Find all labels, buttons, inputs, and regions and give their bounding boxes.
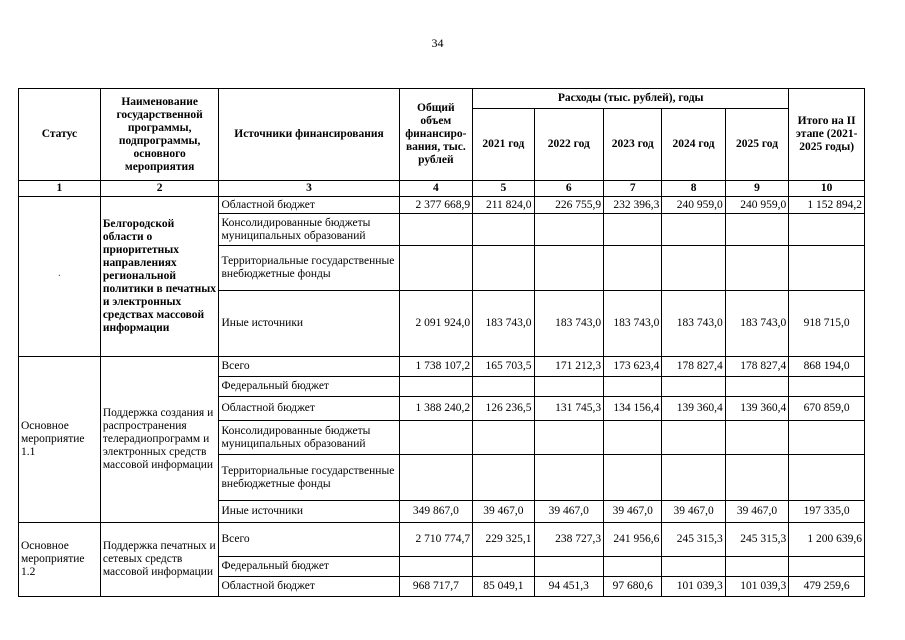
year-cell: 39 467,0 (604, 501, 662, 523)
col-number: 6 (534, 181, 604, 197)
year-cell: 240 959,0 (725, 197, 788, 214)
status-mark: · (19, 197, 101, 357)
year-cell: 178 827,4 (725, 357, 788, 377)
col-number: 9 (725, 181, 788, 197)
source-cell: Консолидированные бюджеты муниципальных образований (219, 214, 399, 246)
year-cell: 183 743,0 (534, 291, 604, 357)
year-cell (725, 377, 788, 397)
year-cell: 183 743,0 (604, 291, 662, 357)
year-cell: 238 727,3 (534, 523, 604, 557)
year-cell: 165 703,5 (473, 357, 534, 377)
col-number: 10 (789, 181, 865, 197)
source-cell: Всего (219, 357, 399, 377)
year-cell (534, 421, 604, 455)
total-cell (399, 421, 473, 455)
year-cell: 178 827,4 (662, 357, 725, 377)
year-cell (473, 455, 534, 501)
col-number: 4 (399, 181, 473, 197)
year-cell (604, 246, 662, 291)
stage-cell: 479 259,6 (789, 577, 865, 597)
stage-cell (789, 377, 865, 397)
header-year-2024: 2024 год (662, 109, 725, 181)
measure-name: Поддержка печатных и сетевых средств массовой информации (100, 523, 219, 597)
year-cell: 232 396,3 (604, 197, 662, 214)
total-cell: 968 717,7 (399, 577, 473, 597)
year-cell: 139 360,4 (725, 397, 788, 421)
stage-cell: 1 152 894,2 (789, 197, 865, 214)
source-cell: Федеральный бюджет (219, 377, 399, 397)
program-name: Белгородской области о приоритетных направлениях региональной политики в печатных и электронных средствах массовой информации (100, 197, 219, 357)
year-cell (473, 214, 534, 246)
source-cell: Всего (219, 523, 399, 557)
year-cell (662, 421, 725, 455)
measure-status: Основное мероприятие 1.2 (19, 523, 101, 597)
year-cell: 85 049,1 (473, 577, 534, 597)
year-cell (604, 421, 662, 455)
source-cell: Областной бюджет (219, 577, 399, 597)
source-cell: Консолидированные бюджеты муниципальных образований (219, 421, 399, 455)
stage-cell (789, 455, 865, 501)
year-cell: 183 743,0 (662, 291, 725, 357)
year-cell (662, 557, 725, 577)
year-cell: 245 315,3 (662, 523, 725, 557)
table-row (19, 357, 865, 377)
year-cell (473, 557, 534, 577)
year-cell (662, 377, 725, 397)
header-sources: Источники финансирования (219, 89, 399, 181)
year-cell: 139 360,4 (662, 397, 725, 421)
stage-cell: 918 715,0 (789, 291, 865, 357)
total-cell: 1 738 107,2 (399, 357, 473, 377)
total-cell: 2 377 668,9 (399, 197, 473, 214)
year-cell: 173 623,4 (604, 357, 662, 377)
year-cell (725, 557, 788, 577)
year-cell (534, 246, 604, 291)
year-cell (604, 455, 662, 501)
total-cell: 349 867,0 (399, 501, 473, 523)
col-number: 7 (604, 181, 662, 197)
table-row (19, 197, 865, 214)
year-cell: 97 680,6 (604, 577, 662, 597)
year-cell: 134 156,4 (604, 397, 662, 421)
year-cell (534, 557, 604, 577)
stage-cell (789, 214, 865, 246)
year-cell: 229 325,1 (473, 523, 534, 557)
year-cell (662, 455, 725, 501)
year-cell (604, 377, 662, 397)
header-expenses: Расходы (тыс. рублей), годы (473, 89, 789, 109)
source-cell: Федеральный бюджет (219, 557, 399, 577)
year-cell: 183 743,0 (473, 291, 534, 357)
measure-status: Основное мероприятие 1.1 (19, 357, 101, 523)
year-cell: 101 039,3 (662, 577, 725, 597)
year-cell (534, 377, 604, 397)
year-cell: 211 824,0 (473, 197, 534, 214)
year-cell: 39 467,0 (534, 501, 604, 523)
header-total-volume: Общий объем финансиро-вания, тыс. рублей (399, 89, 473, 181)
header-year-2023: 2023 год (604, 109, 662, 181)
source-cell: Иные источники (219, 291, 399, 357)
year-cell: 94 451,3 (534, 577, 604, 597)
year-cell: 240 959,0 (662, 197, 725, 214)
year-cell: 101 039,3 (725, 577, 788, 597)
col-number: 5 (473, 181, 534, 197)
year-cell (662, 214, 725, 246)
header-year-2025: 2025 год (725, 109, 788, 181)
year-cell (604, 214, 662, 246)
total-cell (399, 246, 473, 291)
page-number: 34 (431, 36, 444, 50)
stage-cell (789, 421, 865, 455)
col-number: 8 (662, 181, 725, 197)
year-cell: 131 745,3 (534, 397, 604, 421)
year-cell (662, 246, 725, 291)
col-number: 3 (219, 181, 399, 197)
year-cell (534, 214, 604, 246)
stage-cell: 868 194,0 (789, 357, 865, 377)
year-cell (725, 455, 788, 501)
year-cell: 171 212,3 (534, 357, 604, 377)
year-cell (534, 455, 604, 501)
total-cell (399, 455, 473, 501)
year-cell: 241 956,6 (604, 523, 662, 557)
year-cell (725, 246, 788, 291)
total-cell: 1 388 240,2 (399, 397, 473, 421)
source-cell: Территориальные государственные внебюджетные фонды (219, 246, 399, 291)
year-cell (473, 246, 534, 291)
source-cell: Областной бюджет (219, 397, 399, 421)
total-cell (399, 214, 473, 246)
stage-cell (789, 246, 865, 291)
total-cell: 2 091 924,0 (399, 291, 473, 357)
year-cell: 39 467,0 (725, 501, 788, 523)
stage-cell: 1 200 639,6 (789, 523, 865, 557)
total-cell (399, 557, 473, 577)
year-cell: 245 315,3 (725, 523, 788, 557)
stage-cell (789, 557, 865, 577)
year-cell: 226 755,9 (534, 197, 604, 214)
stage-cell: 670 859,0 (789, 397, 865, 421)
funding-table (18, 88, 865, 597)
header-year-2021: 2021 год (473, 109, 534, 181)
year-cell: 183 743,0 (725, 291, 788, 357)
year-cell (725, 214, 788, 246)
stage-cell: 197 335,0 (789, 501, 865, 523)
total-cell: 2 710 774,7 (399, 523, 473, 557)
year-cell (725, 421, 788, 455)
measure-name: Поддержка создания и распространения телерадиопрограмм и электронных средств массовой информации (100, 357, 219, 523)
year-cell (473, 421, 534, 455)
year-cell: 126 236,5 (473, 397, 534, 421)
source-cell: Иные источники (219, 501, 399, 523)
source-cell: Областной бюджет (219, 197, 399, 214)
total-cell (399, 377, 473, 397)
header-year-2022: 2022 год (534, 109, 604, 181)
col-number: 1 (19, 181, 101, 197)
year-cell: 39 467,0 (662, 501, 725, 523)
year-cell (604, 557, 662, 577)
header-status: Статус (19, 89, 101, 181)
year-cell (473, 377, 534, 397)
header-name: Наименование государственной программы, подпрограммы, основного мероприятия (100, 89, 219, 181)
year-cell: 39 467,0 (473, 501, 534, 523)
header-stage-total: Итого на II этапе (2021-2025 годы) (789, 89, 865, 181)
source-cell: Территориальные государственные внебюджетные фонды (219, 455, 399, 501)
col-number: 2 (100, 181, 219, 197)
table-row (19, 523, 865, 557)
